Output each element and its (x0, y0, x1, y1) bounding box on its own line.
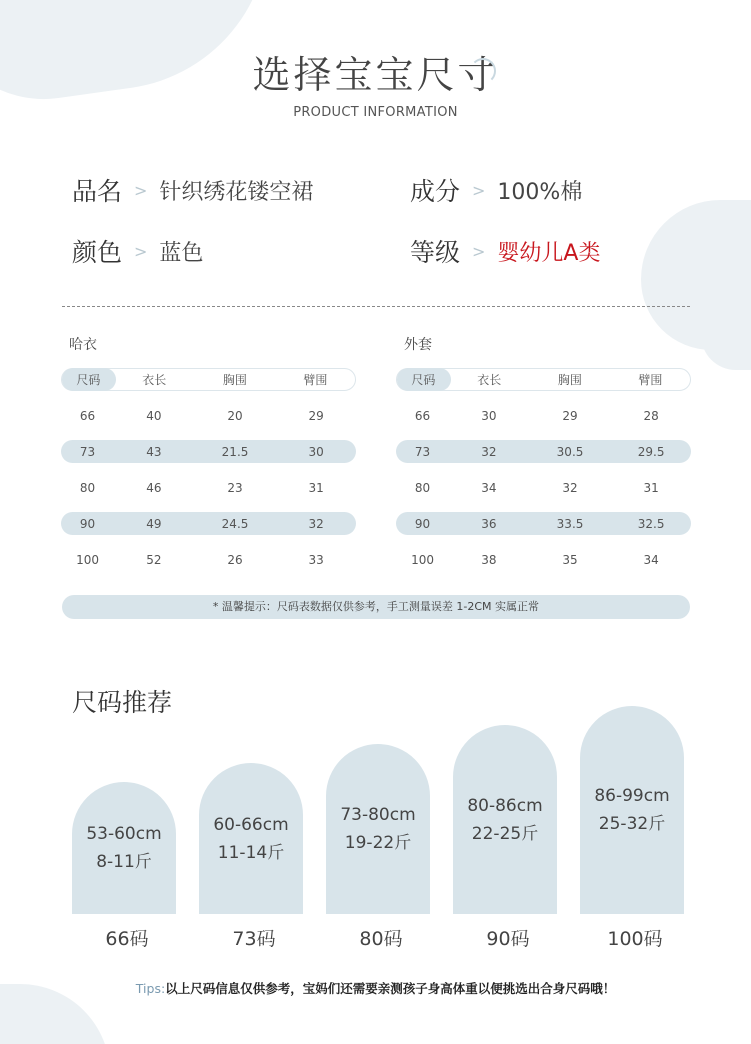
table-cell: 73 (414, 444, 431, 459)
table-cell: 36 (481, 516, 497, 531)
size-arch-80 (326, 744, 430, 914)
table-cell: 21.5 (221, 444, 249, 459)
header-cell: 衣长 (142, 373, 167, 387)
table-cell: 29 (308, 408, 324, 423)
table-cell: 46 (146, 480, 162, 495)
arch-weight-range: 19-22斤 (344, 833, 412, 853)
table-cell: 30 (481, 408, 497, 423)
table-name: 哈衣 (69, 337, 97, 353)
arch-height-range: 86-99cm (594, 786, 670, 806)
tips-label: Tips: (135, 981, 166, 996)
table-cell: 33.5 (556, 516, 584, 531)
table-cell: 49 (146, 516, 162, 531)
swirl-decoration-icon (470, 58, 496, 84)
info-name-value: 针织绣花镂空裙 (159, 179, 314, 205)
table-row (61, 512, 356, 535)
table-header (396, 368, 691, 391)
table-cell: 73 (79, 444, 96, 459)
table-cell: 26 (227, 552, 243, 567)
table-cell: 40 (146, 408, 162, 423)
table-cell: 33 (308, 552, 324, 567)
info-grade-row (410, 233, 600, 269)
arch-height-range: 60-66cm (213, 814, 289, 835)
table-cell: 35 (562, 552, 578, 567)
table-row (396, 440, 691, 463)
header-cell: 尺码 (76, 373, 101, 387)
table-header (61, 368, 356, 391)
header-cell: 胸围 (557, 373, 582, 387)
info-color-value: 蓝色 (159, 240, 204, 266)
info-name-row (72, 172, 313, 208)
info-material-row (410, 172, 582, 208)
table-cell: 29.5 (637, 444, 665, 459)
info-color-label: 颜色 (72, 238, 123, 267)
size-arch-100 (580, 706, 684, 914)
table-cell: 66 (414, 408, 431, 423)
page-header (0, 44, 751, 120)
table-cell: 38 (481, 552, 497, 567)
header-cell: 臂围 (303, 373, 328, 387)
info-color-row (72, 233, 203, 269)
arch-height-range: 73-80cm (340, 805, 416, 825)
table-cell: 30.5 (556, 444, 584, 459)
table-cell: 52 (146, 552, 162, 567)
table-cell: 32 (308, 516, 324, 531)
size-arch-90 (453, 725, 557, 914)
table-row (61, 404, 356, 427)
table-cell: 28 (643, 408, 659, 423)
table-cell: 80 (79, 480, 96, 495)
chevron-right-icon: > (134, 241, 148, 261)
table-cell: 34 (643, 552, 659, 567)
table-row (396, 476, 691, 499)
table-cell: 20 (227, 408, 243, 423)
size-label: 73码 (232, 928, 276, 950)
table-row (396, 404, 691, 427)
size-label: 100码 (607, 928, 663, 950)
arch-weight-range: 22-25斤 (471, 823, 539, 844)
header-cell: 胸围 (222, 373, 247, 387)
size-table-haiyi (61, 334, 356, 571)
size-label: 80码 (359, 928, 403, 950)
table-cell: 66 (79, 408, 96, 423)
arch-weight-range: 25-32斤 (598, 814, 666, 834)
arch-weight-range: 8-11斤 (96, 852, 152, 872)
table-row (61, 476, 356, 499)
chevron-right-icon: > (134, 180, 148, 200)
header-cell: 尺码 (411, 373, 436, 387)
size-label: 90码 (486, 928, 530, 950)
table-cell: 100 (76, 552, 99, 567)
measurement-tip-bar: * 温馨提示：尺码表数据仅供参考，手工测量误差 1-2CM 实属正常 (62, 595, 690, 619)
info-grade-value: 婴幼儿A类 (497, 240, 601, 266)
table-cell: 30 (308, 444, 324, 459)
page-title: 选择宝宝尺寸 (252, 53, 499, 97)
size-label: 66码 (105, 928, 149, 950)
chevron-right-icon: > (472, 180, 486, 200)
table-row (396, 512, 691, 535)
header-cell: 衣长 (477, 373, 502, 387)
table-cell: 32.5 (637, 516, 665, 531)
table-cell: 23 (227, 480, 243, 495)
table-cell: 100 (411, 552, 434, 567)
info-grade-label: 等级 (410, 238, 461, 267)
info-material-value: 100%棉 (497, 179, 583, 205)
table-name: 外套 (404, 337, 432, 353)
table-cell: 32 (481, 444, 497, 459)
size-table-waitao (396, 334, 691, 571)
tips-text: 以上尺码信息仅供参考，宝妈们还需要亲测孩子身高体重以便挑选出合身尺码哦！ (165, 981, 616, 996)
table-cell: 90 (414, 516, 431, 531)
table-cell: 31 (308, 480, 324, 495)
info-name-label: 品名 (72, 177, 123, 206)
size-arch-66 (72, 782, 176, 914)
table-cell: 29 (562, 408, 578, 423)
table-cell: 31 (643, 480, 659, 495)
table-row (396, 548, 691, 571)
table-cell: 80 (414, 480, 431, 495)
dashed-divider (62, 306, 690, 307)
footer-tips (0, 979, 751, 997)
recommend-title: 尺码推荐 (72, 688, 173, 717)
table-row (61, 548, 356, 571)
header-cell: 臂围 (638, 373, 663, 387)
table-row (61, 440, 356, 463)
table-cell: 32 (562, 480, 578, 495)
size-arch-73 (199, 763, 303, 914)
arch-height-range: 80-86cm (467, 795, 543, 816)
table-cell: 24.5 (221, 516, 249, 531)
chevron-right-icon: > (472, 241, 486, 261)
info-material-label: 成分 (410, 177, 461, 206)
table-cell: 34 (481, 480, 497, 495)
page-subtitle: PRODUCT INFORMATION (293, 105, 458, 120)
table-cell: 43 (146, 444, 162, 459)
arch-height-range: 53-60cm (86, 824, 162, 844)
table-cell: 90 (79, 516, 96, 531)
arch-weight-range: 11-14斤 (217, 842, 285, 863)
